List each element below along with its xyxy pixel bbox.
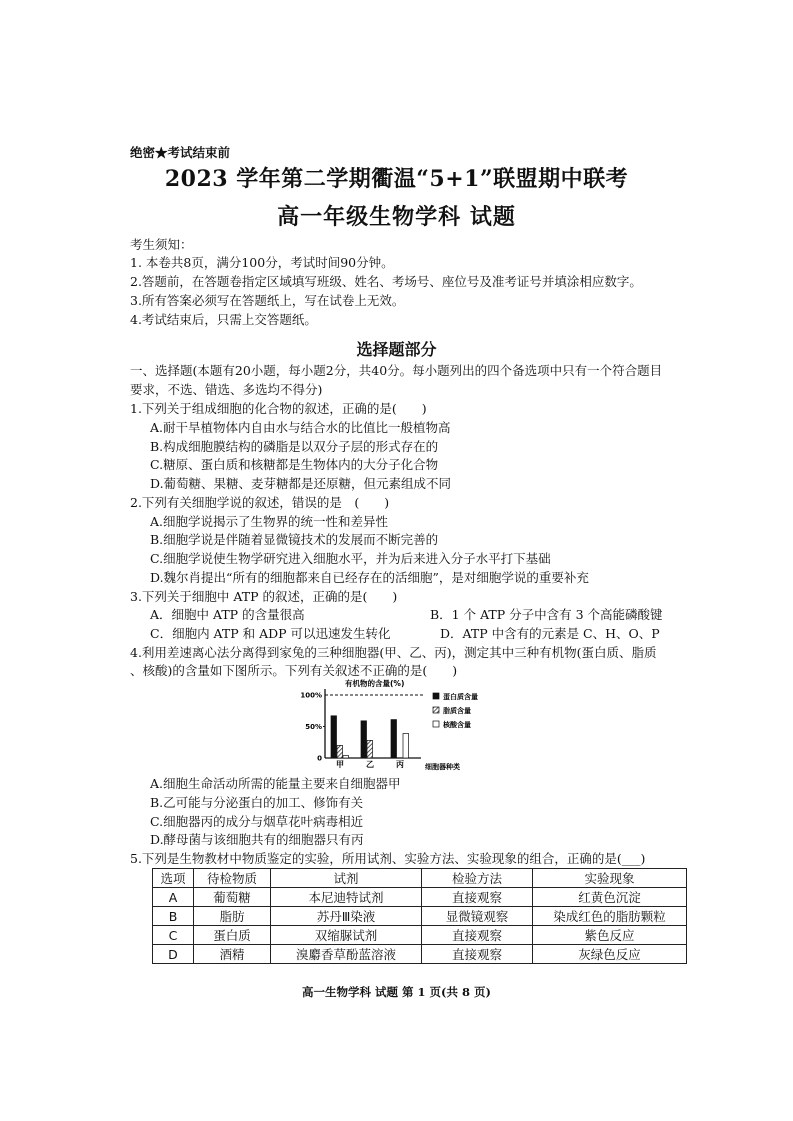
bar-乙-蛋白质含量 xyxy=(361,721,367,758)
legend-swatch xyxy=(433,721,439,727)
table-header-cell: 试剂 xyxy=(271,869,422,888)
table-cell: 本尼迪特试剂 xyxy=(271,888,422,907)
question-4-option: D.酵母菌与该细胞共有的细胞器只有丙 xyxy=(150,832,364,847)
question-3-option: D．ATP 中含有的元素是 C、H、O、P xyxy=(440,626,660,641)
legend-label: 核酸含量 xyxy=(443,721,471,729)
question-5-table xyxy=(152,868,687,964)
exam-title: 2023 学年第二学期衢温“5+1”联盟期中联考 xyxy=(164,166,629,192)
table-cell: 显微镜观察 xyxy=(422,907,533,926)
bar-丙-蛋白质含量 xyxy=(391,720,397,758)
table-cell: A xyxy=(153,888,194,907)
bar-乙-脂质含量 xyxy=(367,740,373,758)
table-cell: 直接观察 xyxy=(422,888,533,907)
exam-subtitle: 高一年级生物学科 试题 xyxy=(277,204,516,230)
question-3-stem: 3.下列关于细胞中 ATP 的叙述，正确的是( ) xyxy=(130,589,398,604)
bar-甲-脂质含量 xyxy=(337,745,343,758)
notice-item: 3.所有答案必须写在答题纸上，写在试卷上无效。 xyxy=(130,293,405,308)
y-tick-label: 50% xyxy=(305,723,322,731)
table-header-cell: 检验方法 xyxy=(422,869,533,888)
question-2-option: B.细胞学说是伴随着显微镜技术的发展而不断完善的 xyxy=(150,532,439,547)
question-4-option: C.细胞器丙的成分与烟草花叶病毒相近 xyxy=(150,814,364,829)
question-1-option: B.构成细胞膜结构的磷脂是以双分子层的形式存在的 xyxy=(150,439,439,454)
table-cell: D xyxy=(153,945,194,964)
bar-甲-核酸含量 xyxy=(343,755,349,758)
table-header-row xyxy=(153,869,687,888)
bar-丙-核酸含量 xyxy=(403,733,409,758)
question-5-stem: 5.下列是生物教材中物质鉴定的实验，所用试剂、实验方法、实验现象的组合，正确的是(___) xyxy=(130,851,646,866)
table-header-cell: 待检物质 xyxy=(194,869,271,888)
table-cell: 葡萄糖 xyxy=(194,888,271,907)
question-3-option: B．1 个 ATP 分子中含有 3 个高能磷酸键 xyxy=(430,607,663,622)
chart-title: 有机物的含量(%) xyxy=(345,679,405,688)
x-tick-label: 乙 xyxy=(366,760,374,769)
question-1-option: A.耐干旱植物体内自由水与结合水的比值比一般植物高 xyxy=(150,420,451,435)
table-cell: 双缩脲试剂 xyxy=(271,926,422,945)
table-cell: 苏丹Ⅲ染液 xyxy=(271,907,422,926)
table-cell: 酒精 xyxy=(194,945,271,964)
chart-x-axis-label: 细胞器种类 xyxy=(425,763,460,771)
question-4-stem: 、核酸)的含量如下图所示。下列有关叙述不正确的是( ) xyxy=(130,663,458,678)
question-2-option: D.魏尔肖提出“所有的细胞都来自已经存在的活细胞”，是对细胞学说的重要补充 xyxy=(150,570,589,585)
question-4-stem: 4.利用差速离心法分离得到家兔的三种细胞器(甲、乙、丙)，测定其中三种有机物(蛋白质、脂质 xyxy=(130,645,657,660)
legend-label: 脂质含量 xyxy=(443,707,471,715)
table-header-cell: 选项 xyxy=(153,869,194,888)
question-3-option: C．细胞内 ATP 和 ADP 可以迅速发生转化 xyxy=(150,626,391,641)
question-1-option: C.糖原、蛋白质和核糖都是生物体内的大分子化合物 xyxy=(150,457,439,472)
table-cell: 灰绿色反应 xyxy=(533,945,687,964)
table-cell: 红黄色沉淀 xyxy=(533,888,687,907)
y-tick-label: 100% xyxy=(300,691,322,700)
y-tick-label: 0 xyxy=(317,754,322,763)
chart-bars xyxy=(331,716,409,769)
organelle-composition-chart xyxy=(295,676,505,774)
x-tick-label: 丙 xyxy=(396,760,404,769)
question-4-option: A.细胞生命活动所需的能量主要来自细胞器甲 xyxy=(150,776,401,791)
table-cell: 直接观察 xyxy=(422,945,533,964)
section-intro: 一、选择题(本题有20小题，每小题2分，共40分。每小题列出的四个备选项中只有一个符合题目 xyxy=(130,363,663,378)
notice-item: 1. 本卷共8页，满分100分，考试时间90分钟。 xyxy=(130,255,394,270)
question-4-option: B.乙可能与分泌蛋白的加工、修饰有关 xyxy=(150,795,364,810)
page-footer: 高一生物学科 试题 第 1 页(共 8 页) xyxy=(302,985,491,999)
table-row xyxy=(153,888,687,907)
notice-item: 2.答题前，在答题卷指定区域填写班级、姓名、考场号、座位号及准考证号并填涂相应数字。 xyxy=(130,274,642,289)
table-cell: 染成红色的脂肪颗粒 xyxy=(533,907,687,926)
question-3-option: A．细胞中 ATP 的含量很高 xyxy=(150,607,305,622)
chart-legend xyxy=(433,692,478,729)
notice-item: 4.考试结束后，只需上交答题纸。 xyxy=(130,312,317,327)
table-header-cell: 实验现象 xyxy=(533,869,687,888)
table-row xyxy=(153,907,687,926)
question-2-option: C.细胞学说使生物学研究进入细胞水平，并为后来进入分子水平打下基础 xyxy=(150,551,551,566)
table-cell: C xyxy=(153,926,194,945)
x-tick-label: 甲 xyxy=(336,760,344,769)
secret-mark: 绝密★考试结束前 xyxy=(130,145,231,160)
question-2-stem: 2.下列有关细胞学说的叙述，错误的是 ( ) xyxy=(130,495,390,510)
question-2-option: A.细胞学说揭示了生物界的统一性和差异性 xyxy=(150,514,389,529)
table-row xyxy=(153,945,687,964)
table-cell: B xyxy=(153,907,194,926)
question-1-option: D.葡萄糖、果糖、麦芽糖都是还原糖，但元素组成不同 xyxy=(150,476,452,491)
table-cell: 溴麝香草酚蓝溶液 xyxy=(271,945,422,964)
legend-swatch xyxy=(433,707,439,713)
table-row xyxy=(153,926,687,945)
notice-heading: 考生须知： xyxy=(130,237,193,252)
table-cell: 紫色反应 xyxy=(533,926,687,945)
table-cell: 直接观察 xyxy=(422,926,533,945)
legend-swatch xyxy=(433,693,439,699)
section-title: 选择题部分 xyxy=(356,340,437,359)
bar-甲-蛋白质含量 xyxy=(331,716,337,758)
table-cell: 脂肪 xyxy=(194,907,271,926)
question-1-stem: 1.下列关于组成细胞的化合物的叙述，正确的是( ) xyxy=(130,401,427,416)
section-intro: 要求，不选、错选、多选均不得分) xyxy=(130,382,323,397)
table-cell: 蛋白质 xyxy=(194,926,271,945)
legend-label: 蛋白质含量 xyxy=(443,693,478,701)
